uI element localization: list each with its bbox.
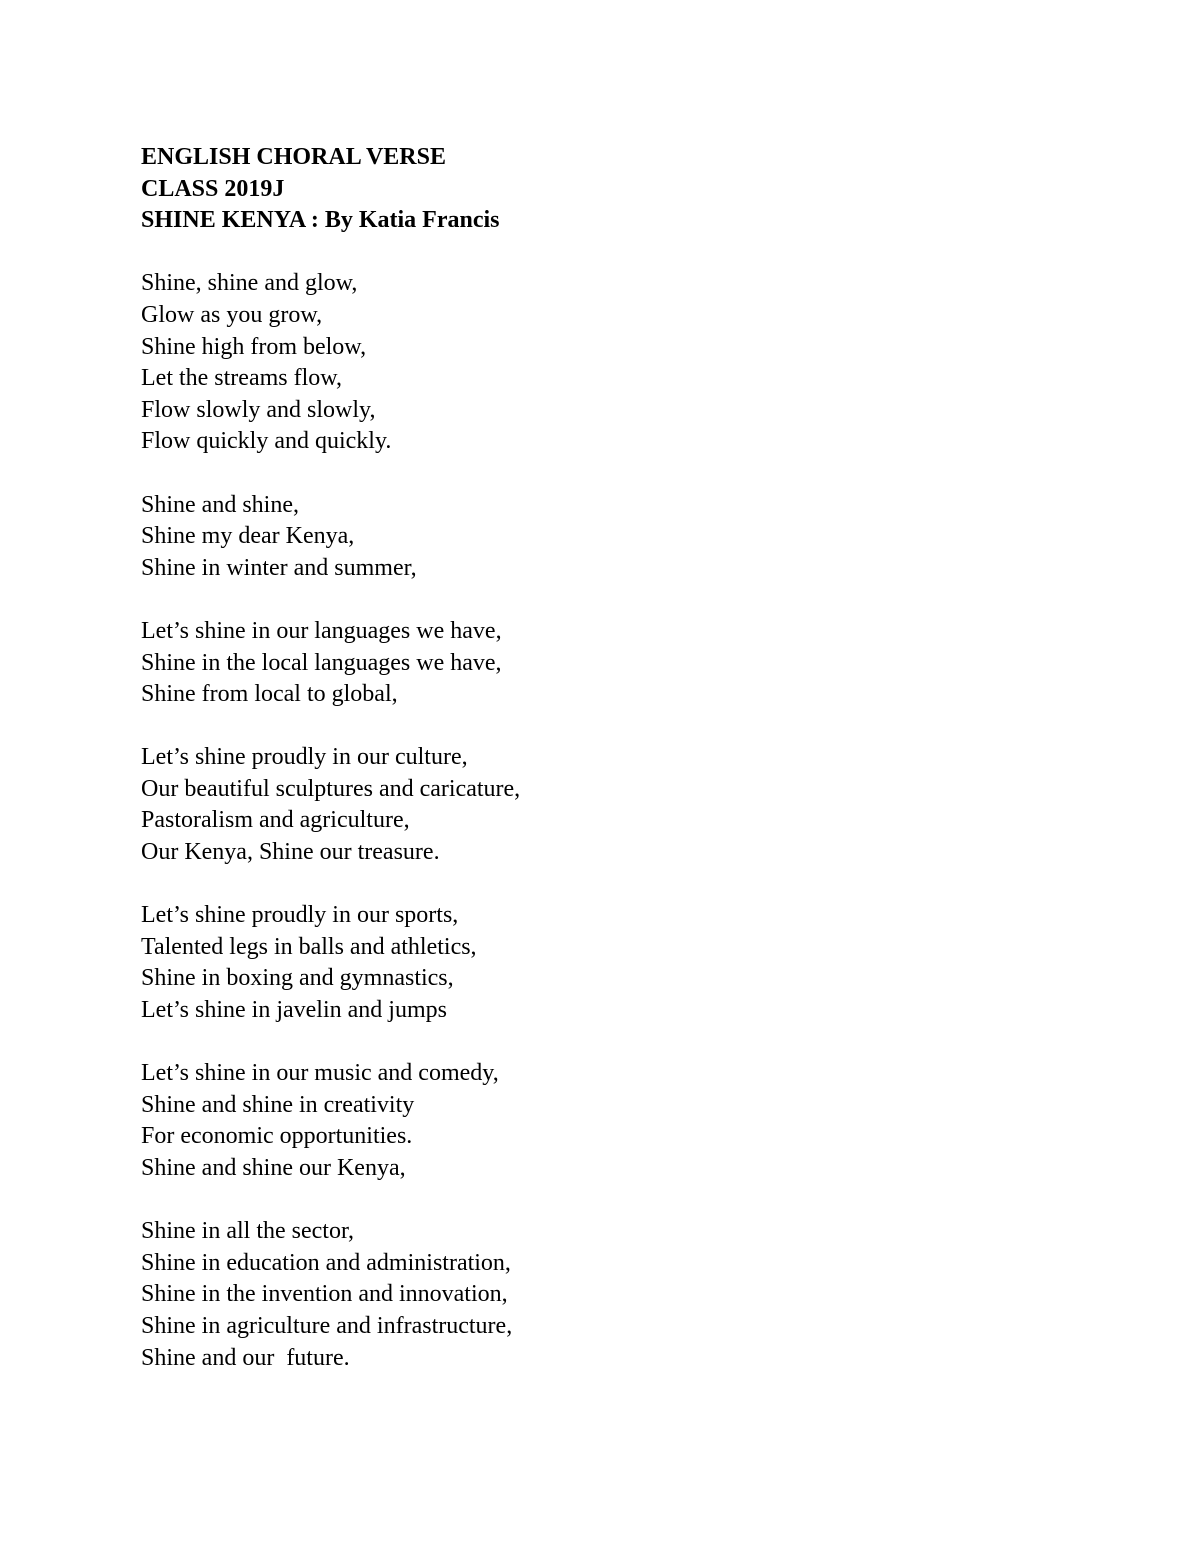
stanza-2 [141, 490, 1121, 585]
stanza-gap [141, 458, 1121, 490]
poem-line: Shine, shine and glow, [141, 270, 358, 297]
stanza-6 [141, 1058, 1121, 1184]
poem-line: Shine in the local languages we have, [141, 649, 502, 676]
poem-line: Shine and shine, [141, 491, 299, 518]
poem-line: Shine in agriculture and infrastructure, [141, 1312, 513, 1339]
poem-line: Glow as you grow, [141, 301, 323, 328]
stanza-gap [141, 584, 1121, 616]
poem-line: Shine and our future. [141, 1344, 350, 1371]
poem-line: Shine high from below, [141, 333, 367, 360]
stanza-gap [141, 237, 1121, 269]
poem-line: For economic opportunities. [141, 1123, 413, 1150]
poem-line: Let’s shine in our languages we have, [141, 617, 502, 644]
poem-line: Flow slowly and slowly, [141, 396, 376, 423]
poem-title-author: SHINE KENYA : By Katia Francis [141, 207, 500, 234]
stanza-gap [141, 1027, 1121, 1059]
stanza-3 [141, 616, 1121, 711]
poem-line: Shine and shine our Kenya, [141, 1155, 406, 1181]
stanza-4 [141, 742, 1121, 868]
poem-line: Our beautiful sculptures and caricature, [141, 775, 521, 802]
stanza-1 [141, 268, 1121, 458]
stanza-gap [141, 869, 1121, 901]
poem-line: Let’s shine proudly in our culture, [141, 744, 468, 771]
poem-line: Shine in the invention and innovation, [141, 1281, 508, 1308]
poem-line: Let’s shine in our music and comedy, [141, 1060, 499, 1087]
poem-line: Shine in boxing and gymnastics, [141, 965, 454, 992]
document-title: ENGLISH CHORAL VERSE [141, 144, 446, 170]
poem-line: Let’s shine proudly in our sports, [141, 902, 459, 929]
poem-line: Shine from local to global, [141, 681, 398, 708]
poem-line: Pastoralism and agriculture, [141, 807, 410, 834]
stanza-gap [141, 1185, 1121, 1217]
poem-line: Let’s shine in javelin and jumps [141, 997, 447, 1024]
document-body [141, 142, 1121, 1374]
poem-line: Shine my dear Kenya, [141, 523, 355, 550]
stanza-5 [141, 900, 1121, 1026]
poem-line: Shine and shine in creativity [141, 1091, 415, 1118]
heading-block [141, 142, 1121, 237]
stanza-7 [141, 1216, 1121, 1374]
poem-line: Flow quickly and quickly. [141, 428, 392, 455]
poem-line: Shine in winter and summer, [141, 554, 417, 581]
poem-line: Let the streams flow, [141, 365, 343, 392]
poem-line: Our Kenya, Shine our treasure. [141, 839, 440, 866]
poem-line: Talented legs in balls and athletics, [141, 933, 477, 960]
stanza-gap [141, 711, 1121, 743]
poem-line: Shine in education and administration, [141, 1249, 511, 1276]
class-label: CLASS 2019J [141, 175, 285, 202]
poem-line: Shine in all the sector, [141, 1218, 354, 1245]
